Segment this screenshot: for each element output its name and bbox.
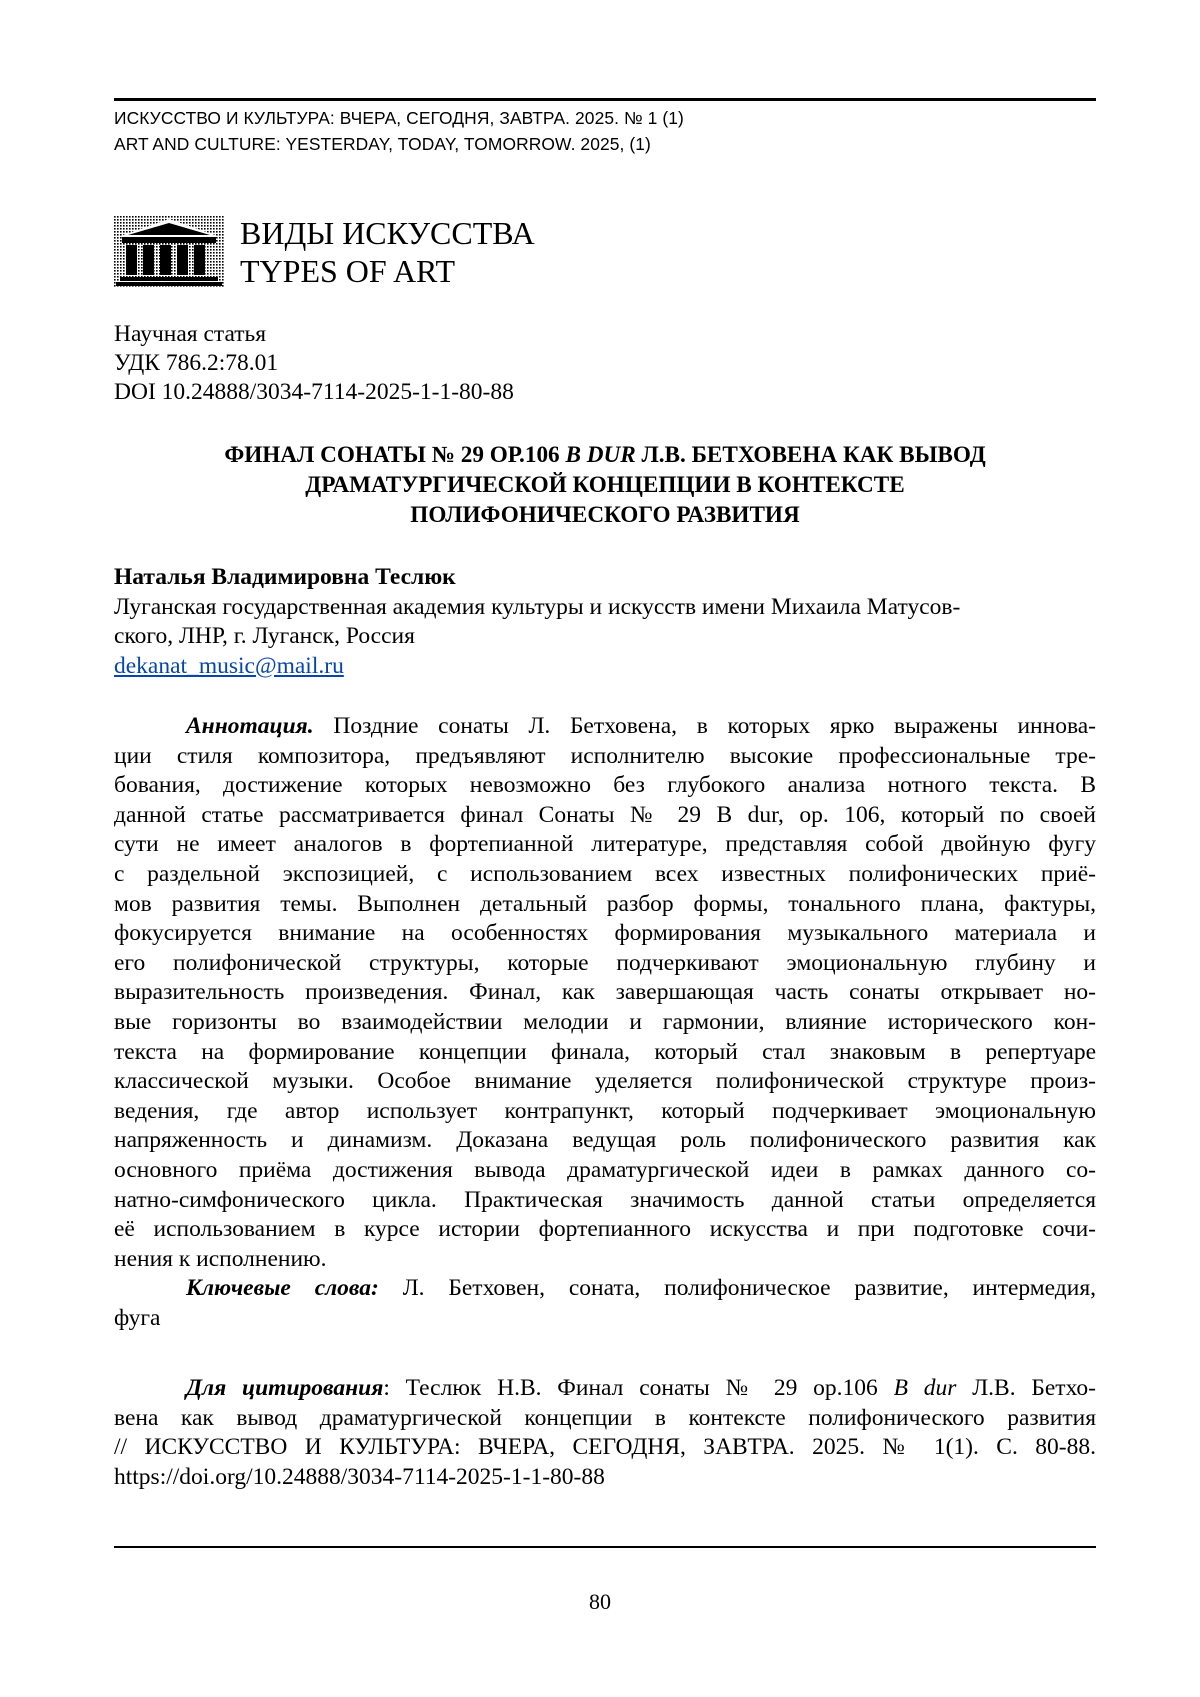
- keywords-line: фуга: [114, 1304, 161, 1331]
- abstract-line: мов развития темы. Выполнен детальный разбор формы, тонального плана, фактуры,: [114, 890, 1096, 917]
- abstract-line: фокусируется внимание на особенностях формирования музыкального материала и: [114, 920, 1096, 947]
- citation-key: B dur: [893, 1375, 957, 1401]
- citation-line: вена как вывод драматургической концепции в контексте полифонического развития: [114, 1404, 1096, 1431]
- footer-rule: [114, 1546, 1096, 1548]
- abstract-line: вые горизонты во взаимодействии мелодии и гармонии, влияние исторического кон-: [114, 1008, 1096, 1035]
- header-rule: [114, 98, 1096, 101]
- title-text: ФИНАЛ СОНАТЫ № 29 ОР.106: [224, 442, 566, 468]
- keywords-text: Л. Бетховен, соната, полифоническое развитие, интермедия,: [378, 1275, 1097, 1302]
- affiliation-line-2: ского, ЛНР, г. Луганск, Россия: [114, 623, 415, 649]
- abstract-line: текста на формирование концепции финала, который стал знаковым в репертуаре: [114, 1038, 1096, 1065]
- abstract-line: сути не имеет аналогов в фортепианной литературе, представляя собой двойную фугу: [114, 831, 1096, 858]
- keywords-label: Ключевые слова:: [186, 1275, 379, 1302]
- section-title-en: TYPES OF ART: [240, 253, 456, 289]
- abstract-line: нения к исполнению.: [114, 1245, 327, 1272]
- abstract-line: натно-симфонического цикла. Практическая значимость данной статьи определяется: [114, 1186, 1096, 1213]
- abstract-line: основного приёма достижения вывода драматургической идеи в рамках данного со-: [114, 1156, 1096, 1183]
- citation-text: Л.В. Бетхо-: [956, 1375, 1097, 1401]
- citation-text: : Теслюк Н.В. Финал сонаты № 29 ор.106: [383, 1375, 894, 1401]
- doi: DOI 10.24888/3034-7114-2025-1-1-80-88: [114, 379, 514, 405]
- author-name: Наталья Владимировна Теслюк: [114, 564, 456, 590]
- abstract-line: данной статье рассматривается финал Сонаты № 29 B dur, ор. 106, который по своей: [114, 801, 1096, 828]
- article-title: [114, 440, 1096, 530]
- affiliation-line-1: Луганская государственная академия культуры и искусств имени Михаила Матусов-: [114, 593, 961, 620]
- citation-line: // ИСКУССТВО И КУЛЬТУРА: ВЧЕРА, СЕГОДНЯ, ЗАВТРА. 2025. № 1(1). С. 80-88.: [114, 1434, 1096, 1461]
- abstract-line: его полифонической структуры, которые подчеркивают эмоциональную глубину и: [114, 949, 1096, 976]
- abstract-line: бования, достижение которых невозможно без глубокого анализа нотного текста. В: [114, 772, 1096, 799]
- section-titles: [240, 214, 535, 290]
- keywords-line: [114, 1274, 1096, 1304]
- title-line-1: [114, 440, 1096, 470]
- running-header-ru: ИСКУССТВО И КУЛЬТУРА: ВЧЕРА, СЕГОДНЯ, ЗАВТРА. 2025. № 1 (1): [114, 108, 684, 128]
- running-header: [114, 105, 1096, 157]
- udc-code: УДК 786.2:78.01: [114, 350, 279, 376]
- title-key: B DUR: [565, 442, 636, 468]
- title-line-2: ДРАМАТУРГИЧЕСКОЙ КОНЦЕПЦИИ В КОНТЕКСТЕ: [305, 472, 905, 498]
- running-header-en: ART AND CULTURE: YESTERDAY, TODAY, TOMORROW. 2025, (1): [114, 134, 651, 154]
- citation-label: Для цитирования: [186, 1375, 384, 1401]
- page-number: 80: [589, 1589, 611, 1614]
- title-line-3: ПОЛИФОНИЧЕСКОГО РАЗВИТИЯ: [410, 502, 800, 528]
- abstract: [114, 712, 1096, 1333]
- abstract-text: Поздние сонаты Л. Бетховена, в которых ярко выражены иннова-: [313, 713, 1096, 739]
- citation-line: [114, 1374, 1096, 1404]
- abstract-line: ции стиля композитора, предъявляют исполнителю высокие профессиональные тре-: [114, 742, 1096, 769]
- abstract-line: с раздельной экспозицией, с использованием всех известных полифонических приё-: [114, 860, 1096, 887]
- citation-block: [114, 1374, 1096, 1492]
- article-meta: [114, 320, 514, 407]
- classical-building-icon: [114, 216, 224, 288]
- article-type: Научная статья: [114, 321, 267, 347]
- abstract-line: [114, 712, 1096, 742]
- abstract-line: классической музыки. Особое внимание уделяется полифонической структуре произ-: [114, 1068, 1096, 1095]
- abstract-line: её использованием в курсе истории фортепианного искусства и при подготовке сочи-: [114, 1216, 1096, 1243]
- abstract-label: Аннотация.: [186, 713, 314, 739]
- author-email-link[interactable]: dekanat_music@mail.ru: [114, 652, 344, 679]
- author-block: [114, 563, 1096, 681]
- abstract-line: выразительность произведения. Финал, как завершающая часть сонаты открывает но-: [114, 979, 1096, 1006]
- section-title-ru: ВИДЫ ИСКУССТВА: [240, 215, 535, 251]
- abstract-line: ведения, где автор использует контрапункт, который подчеркивает эмоциональную: [114, 1097, 1096, 1124]
- abstract-line: напряженность и динамизм. Доказана ведущая роль полифонического развития как: [114, 1127, 1096, 1154]
- citation-doi-link[interactable]: https://doi.org/10.24888/3034-7114-2025-1-1-80-88: [114, 1463, 605, 1490]
- title-text: Л.В. БЕТХОВЕНА КАК ВЫВОД: [635, 442, 986, 468]
